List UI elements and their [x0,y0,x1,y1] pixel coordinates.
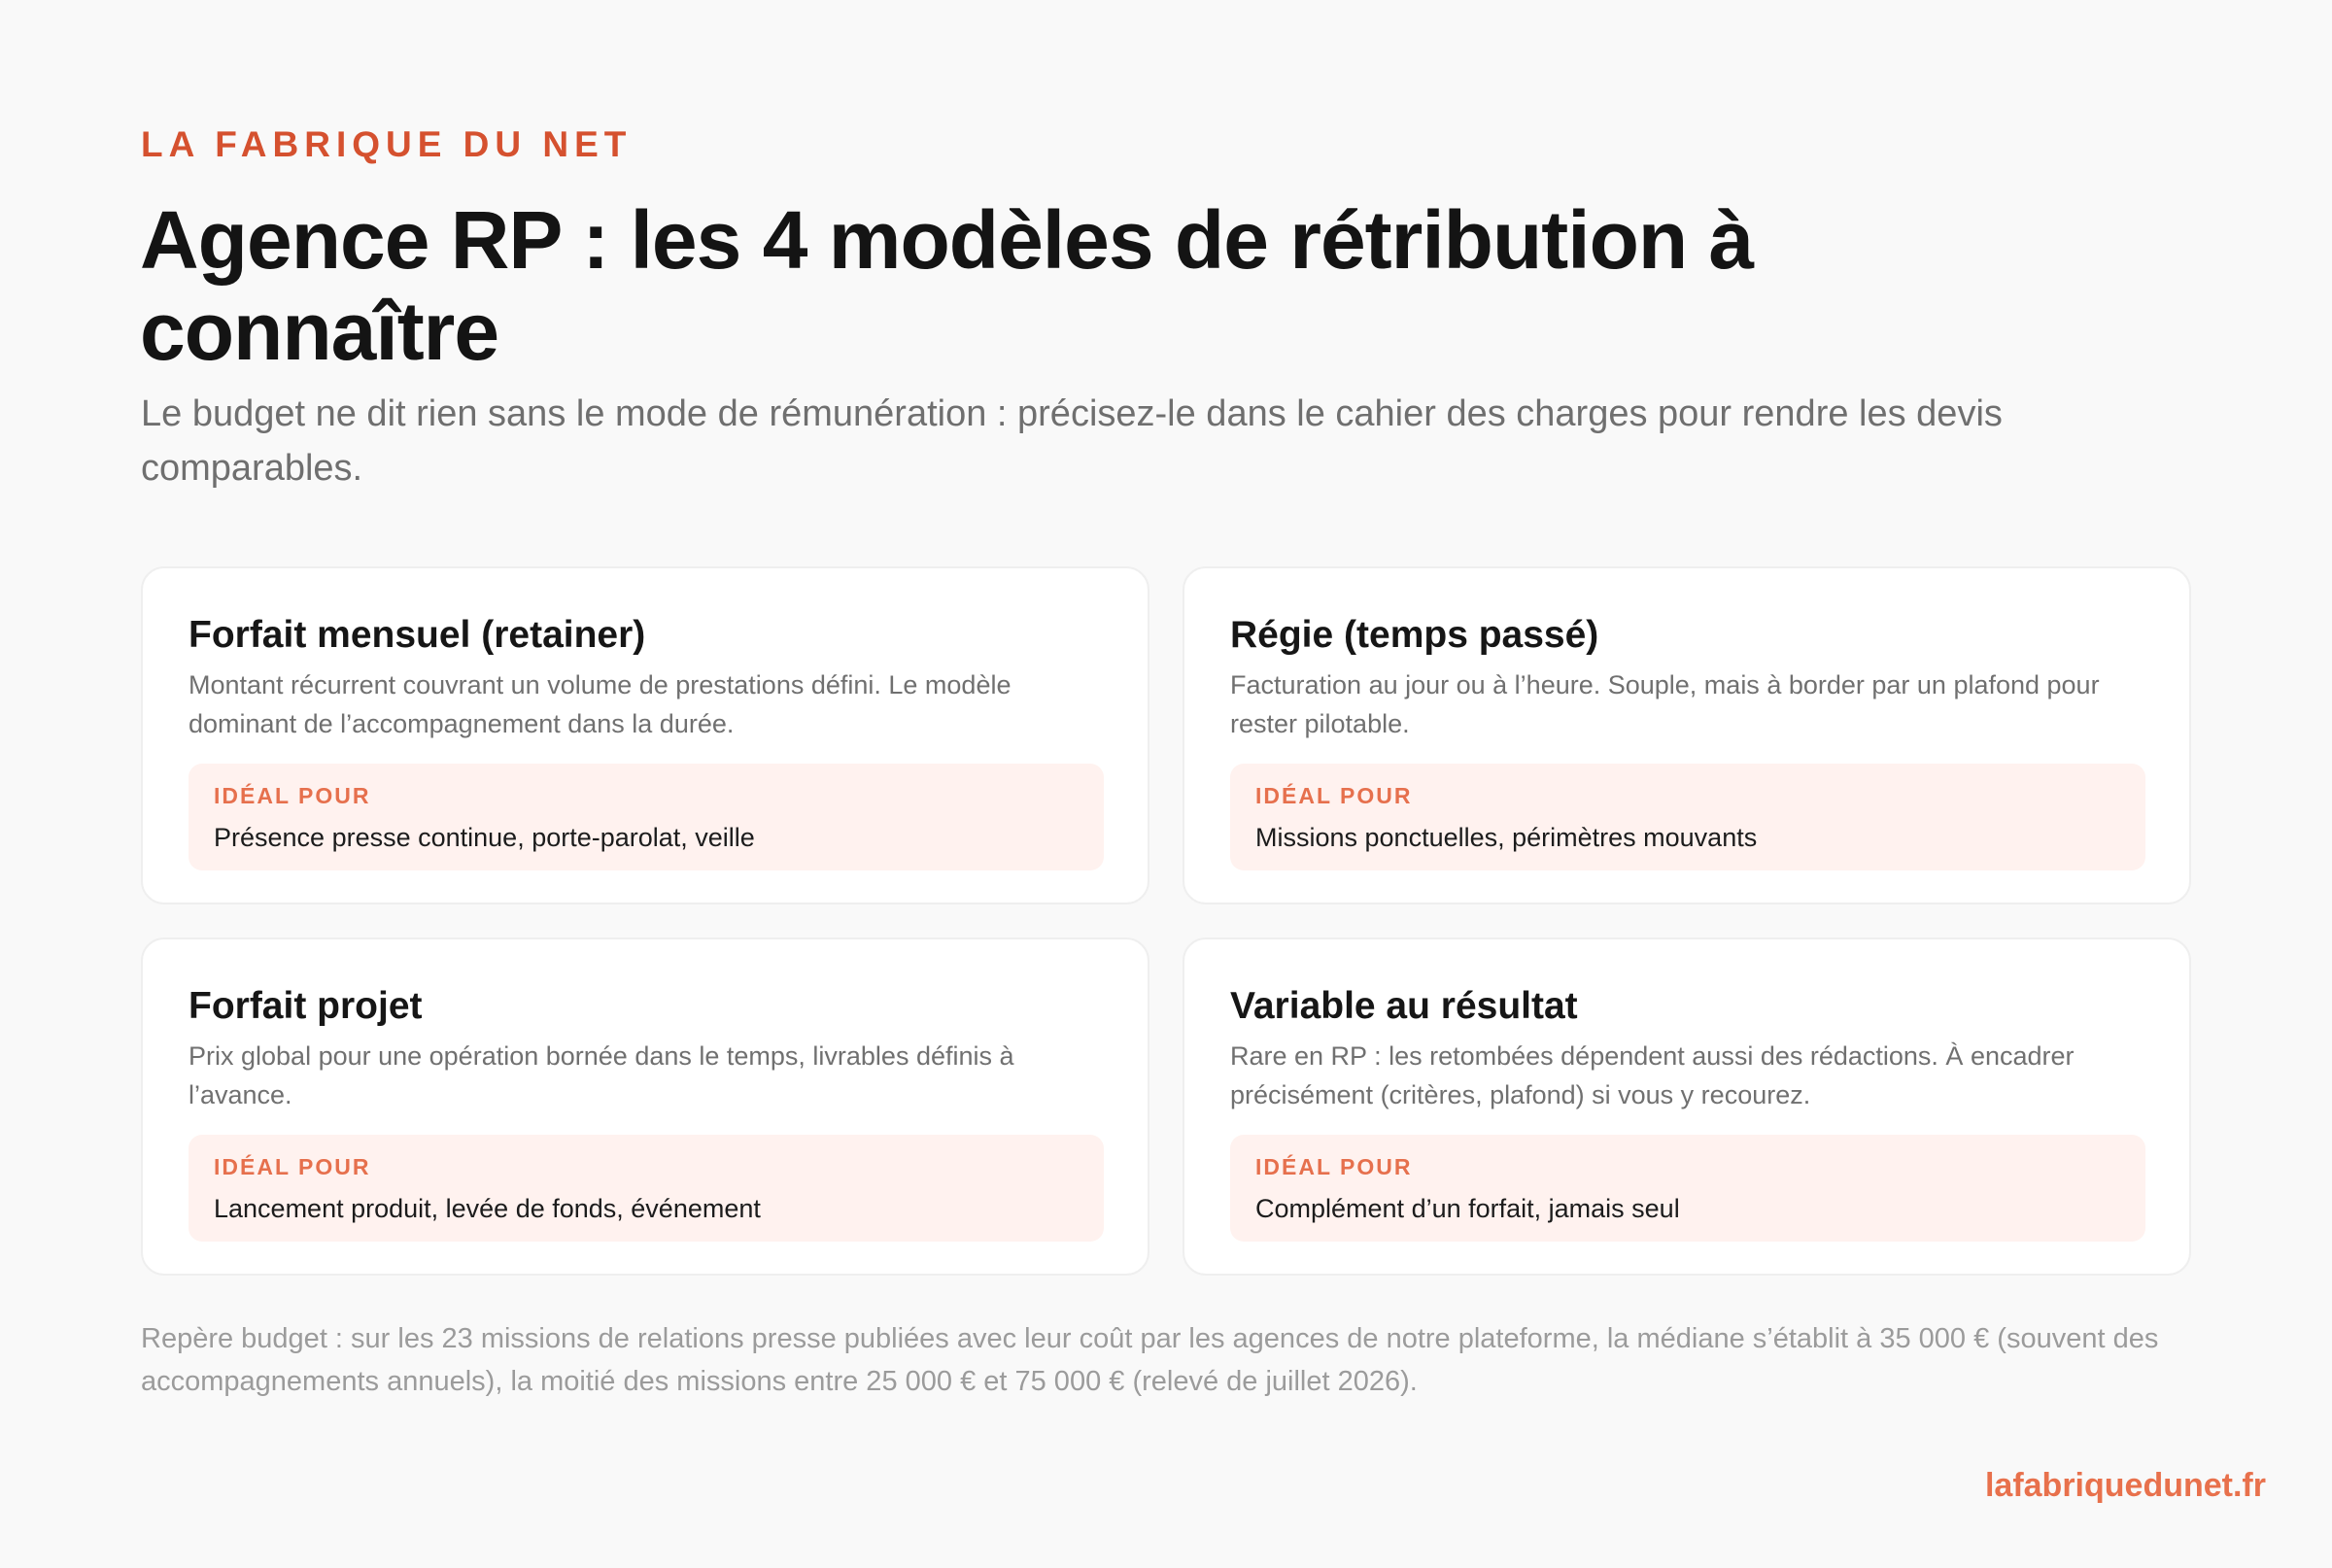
card-description: Prix global pour une opération bornée dans le temps, livrables définis à l’avance. [189,1041,1014,1109]
ideal-label: IDÉAL POUR [214,783,371,808]
ideal-label: IDÉAL POUR [1255,1154,1413,1179]
ideal-box [189,1135,1104,1242]
card-title: Forfait projet [189,985,423,1027]
card-description: Rare en RP : les retombées dépendent aussi des rédactions. À encadrer précisément (critères, plafond) si vous y recourez. [1230,1041,2075,1109]
ideal-box [1230,764,2145,870]
card-title: Variable au résultat [1230,985,1578,1027]
card-title: Forfait mensuel (retainer) [189,614,646,656]
page-title: Agence RP : les 4 modèles de rétribution à connaître [140,194,1754,377]
card-regie [1183,566,2191,904]
card-variable-resultat [1183,937,2191,1276]
ideal-label: IDÉAL POUR [214,1154,371,1179]
card-title: Régie (temps passé) [1230,614,1599,656]
card-forfait-mensuel [141,566,1149,904]
ideal-text: Lancement produit, levée de fonds, événement [214,1194,761,1223]
card-description: Montant récurrent couvrant un volume de prestations défini. Le modèle dominant de l’accompagnement dans la durée. [189,670,1012,738]
ideal-label: IDÉAL POUR [1255,783,1413,808]
brand-label: LA FABRIQUE DU NET [141,124,633,164]
card-forfait-projet [141,937,1149,1276]
ideal-text: Complément d’un forfait, jamais seul [1255,1194,1680,1223]
ideal-text: Missions ponctuelles, périmètres mouvants [1255,823,1758,852]
budget-note: Repère budget : sur les 23 missions de relations presse publiées avec leur coût par les agences de notre plateforme, la médiane s’établit à 35 000 € (souvent des accompagnements annuels), la moitié des missions entre 25 000 € et 75 000 € (relevé de juillet 2026). [141,1323,2159,1397]
page-subtitle: Le budget ne dit rien sans le mode de rémunération : précisez-le dans le cahier des charges pour rendre les devis comparables. [141,393,2003,489]
ideal-box [189,764,1104,870]
card-description: Facturation au jour ou à l’heure. Souple, mais à border par un plafond pour rester pilotable. [1230,670,2100,738]
ideal-text: Présence presse continue, porte-parolat, veille [214,823,755,852]
ideal-box [1230,1135,2145,1242]
footer-url: lafabriquedunet.fr [1984,1467,2266,1504]
